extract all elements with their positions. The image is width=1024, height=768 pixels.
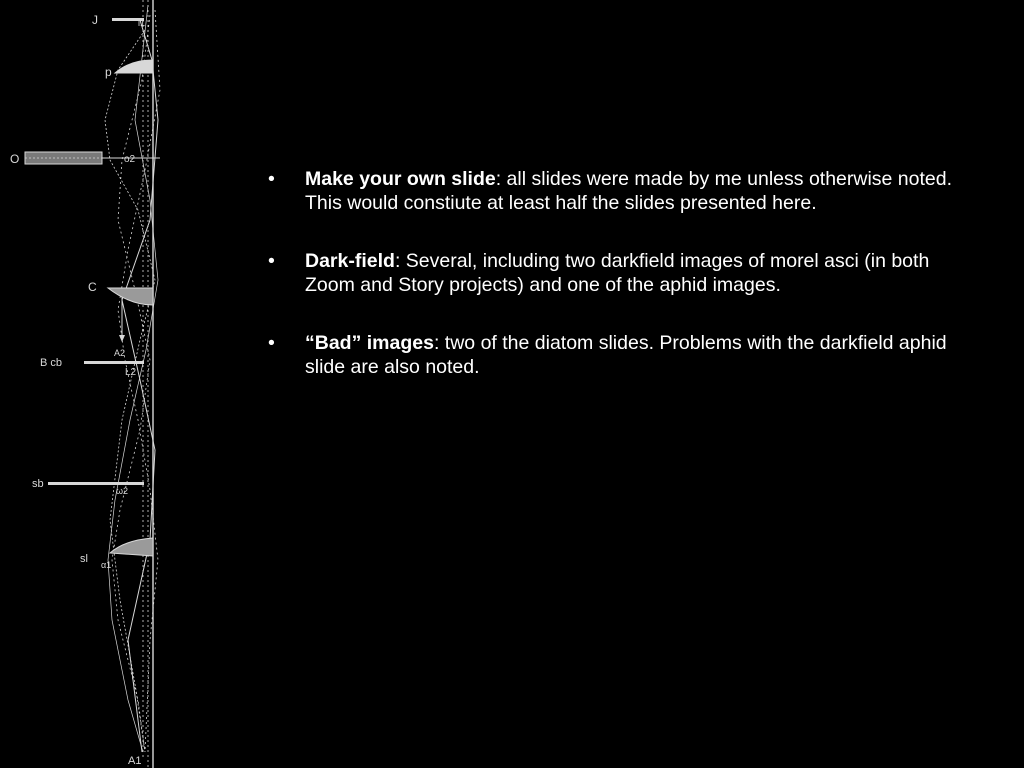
bullet-dark-field [268,249,968,297]
lens-c [108,288,153,305]
label-l1: l1 [138,18,146,28]
bullet-text: : two of the diatom slides. Problems with the darkfield aphid slide are also noted. [305,332,947,378]
bullet-icon: • [268,332,275,354]
ray-lines [105,0,160,768]
plane-sb [48,482,144,485]
object-slide [25,152,160,164]
arrow-icon [119,335,125,342]
label-w2: ω2 [116,486,129,496]
plane-bcb [84,361,144,364]
label-c: C [88,280,97,294]
label-p: p [105,65,112,79]
bullet-heading: Dark-field [305,250,395,272]
label-j: J [92,13,98,27]
label-o2: o2 [124,154,136,165]
label-a1-small: α1 [101,560,112,570]
bullet-text: : Several, including two darkfield images of morel asci (in both Zoom and Story projects) and one of the aphid images. [305,250,930,296]
planes [48,18,144,485]
bullet-text: : all slides were made by me unless otherwise noted. This would constiute at least half the slides presented here. [305,168,953,214]
bullet-heading: Make your own slide [305,168,496,190]
label-sl: sl [80,553,88,565]
bullet-icon: • [268,250,275,272]
bullet-heading: “Bad” images [305,332,434,354]
bullet-make-your-own-slide [268,167,968,215]
label-a1: A1 [128,755,142,767]
bullet-bad-images [268,331,968,379]
label-l2: L2 [125,367,137,378]
bullet-icon: • [268,168,275,190]
bullet-list [268,167,968,413]
lens-sl [110,538,153,556]
lens-p [115,60,153,73]
label-o: O [10,152,20,166]
label-sb: sb [32,478,44,490]
label-a2: A2 [114,348,126,358]
lenses [108,60,153,556]
label-bcb: B cb [40,357,63,369]
microscope-ray-diagram [0,0,175,768]
